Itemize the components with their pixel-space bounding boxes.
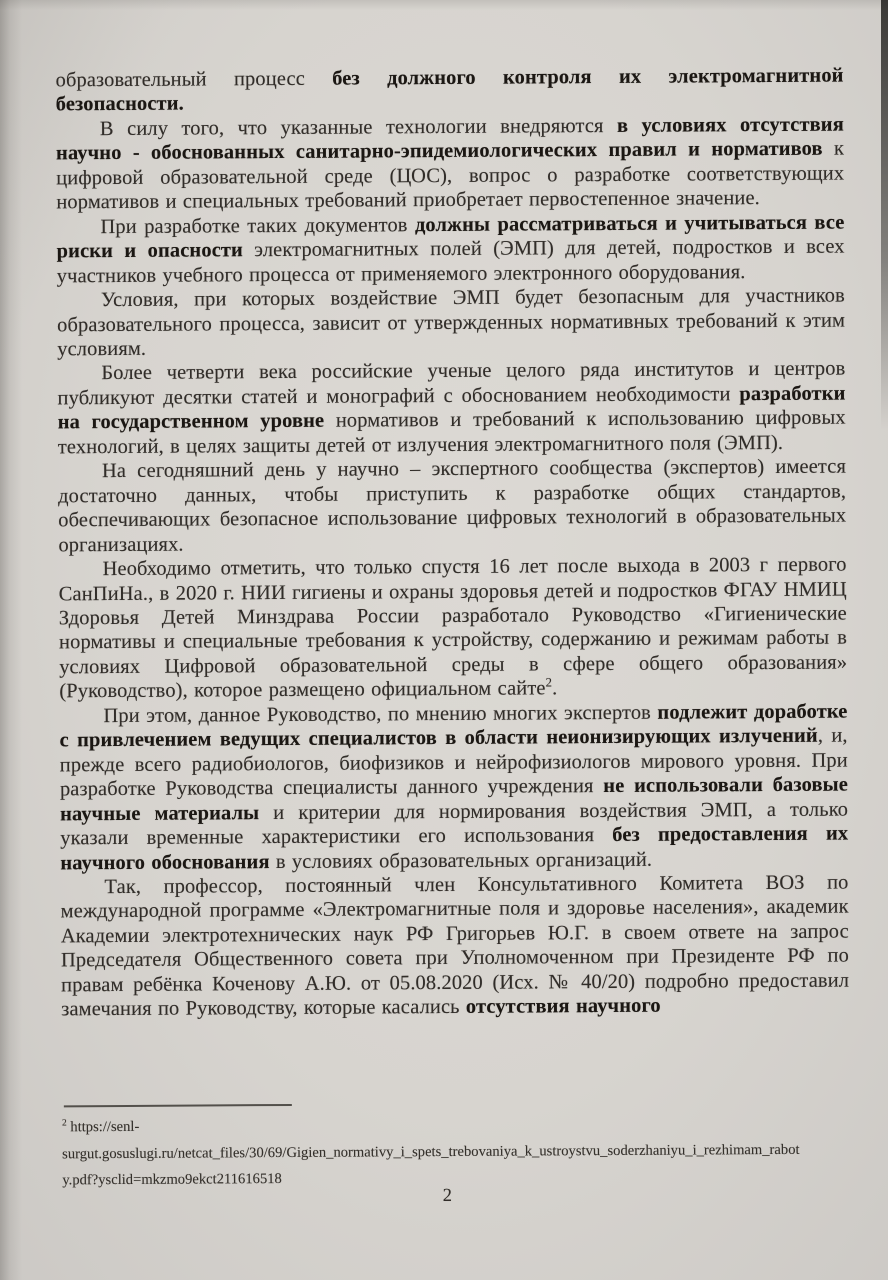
footnote xyxy=(62,1109,874,1193)
paragraph: При разработке таких документов должны рассматриваться и учитываться все риски и опасности электромагнитных полей (ЭМП) для детей, подростков и всех участников учебного процесса от применяемого электронного оборудования. xyxy=(56,211,845,287)
footnote-url-part: https://senl- xyxy=(70,1118,140,1136)
paragraph: Более четверти века российские ученые целого ряда институтов и центров публикуют десятки статей и монографий с обоснованием необходимости разработки на государственном уровне нормативов и требований к использованию цифровых технологий, в целях защиты детей от излучения электромагнитного поля (ЭМП). xyxy=(57,357,846,459)
paragraph: образовательный процесс без должного контроля их электромагнитной безопасности. xyxy=(55,64,844,116)
photo-right-edge xyxy=(881,0,888,430)
paragraph: В силу того, что указанные технологии внедряются в условиях отсутствия научно - обоснованных санитарно-эпидемиологических правил и нормативов к цифровой образовательной среде (ЦОС), вопрос о разработке соответствующих нормативов и специальных требований приобретает первостепенное значение. xyxy=(55,113,845,214)
document-body xyxy=(56,64,850,1022)
page-top-shadow xyxy=(0,0,888,10)
page-left-shadow xyxy=(0,0,22,1280)
footnote-marker: 2 xyxy=(61,1118,67,1129)
paragraph: На сегодняшний день у научно – экспертного сообщества (экспертов) имеется достаточно данных, чтобы приступить к разработке общих стандартов, обеспечивающих безопасное использование цифровых технологий в образовательных организациях. xyxy=(58,455,847,556)
footnote-line footnote-url-part: y.pdf?ysclid=mkzmo9ekct211616518 xyxy=(62,1171,282,1189)
page-number: 2 xyxy=(442,1185,453,1207)
paragraph: Так, профессор, постоянный член Консультативного Комитета ВОЗ по международной программе «Электромагнитные поля и здоровье населения», академик Академии электротехнических наук РФ Григорьев Ю.Г. в своем ответе на запрос Председателя Общественного совета при Уполномоченном при Президенте РФ по правам ребёнка Коченову А.Ю. от 05.08.2020 (Исх. № 40/20) подробно предоставил замечания по Руководству, которые касались отсутствия научного xyxy=(60,871,850,1021)
paragraph: Необходимо отметить, что только спустя 16 лет после выхода в 2003 г первого СанПиНа., в 2020 г. НИИ гигиены и охраны здоровья детей и подростков ФГАУ НМИЦ Здоровья Детей Минздрава России разработало Руководство «Гигиенические нормативы и специальные требования к устройству, содержанию и режимам работы в условиях Цифровой образовательной среды в сфере общего образования» (Руководство), которое размещено официальном сайте$^2$. xyxy=(58,553,848,703)
footnote-line footnote-url-part: surgut.gosuslugi.ru/netcat_files/30/69/Gigien_normativy_i_spets_trebovaniya_k_ustroystvu_soderzhaniyu_i_rezhimam_rabot xyxy=(62,1141,800,1162)
paragraph: При этом, данное Руководство, по мнению многих экспертов подлежит доработке с привлечением ведущих специалистов в области неионизирующих излучений, и, прежде всего радиобиологов, биофизиков и нейрофизиологов мирового уровня. При разработке Руководства специалисты данного учреждения не использовали базовые научные материалы и критерии для нормирования воздействия ЭМП, а только указали временные характеристики его использования без предоставления их научного обоснования в условиях образовательных организаций. xyxy=(59,700,849,874)
paragraph: Условия, при которых воздействие ЭМП будет безопасным для участников образовательного процесса, зависит от утвержденных нормативных требований к этим условиям. xyxy=(57,284,846,361)
footnote-separator xyxy=(64,1104,292,1107)
